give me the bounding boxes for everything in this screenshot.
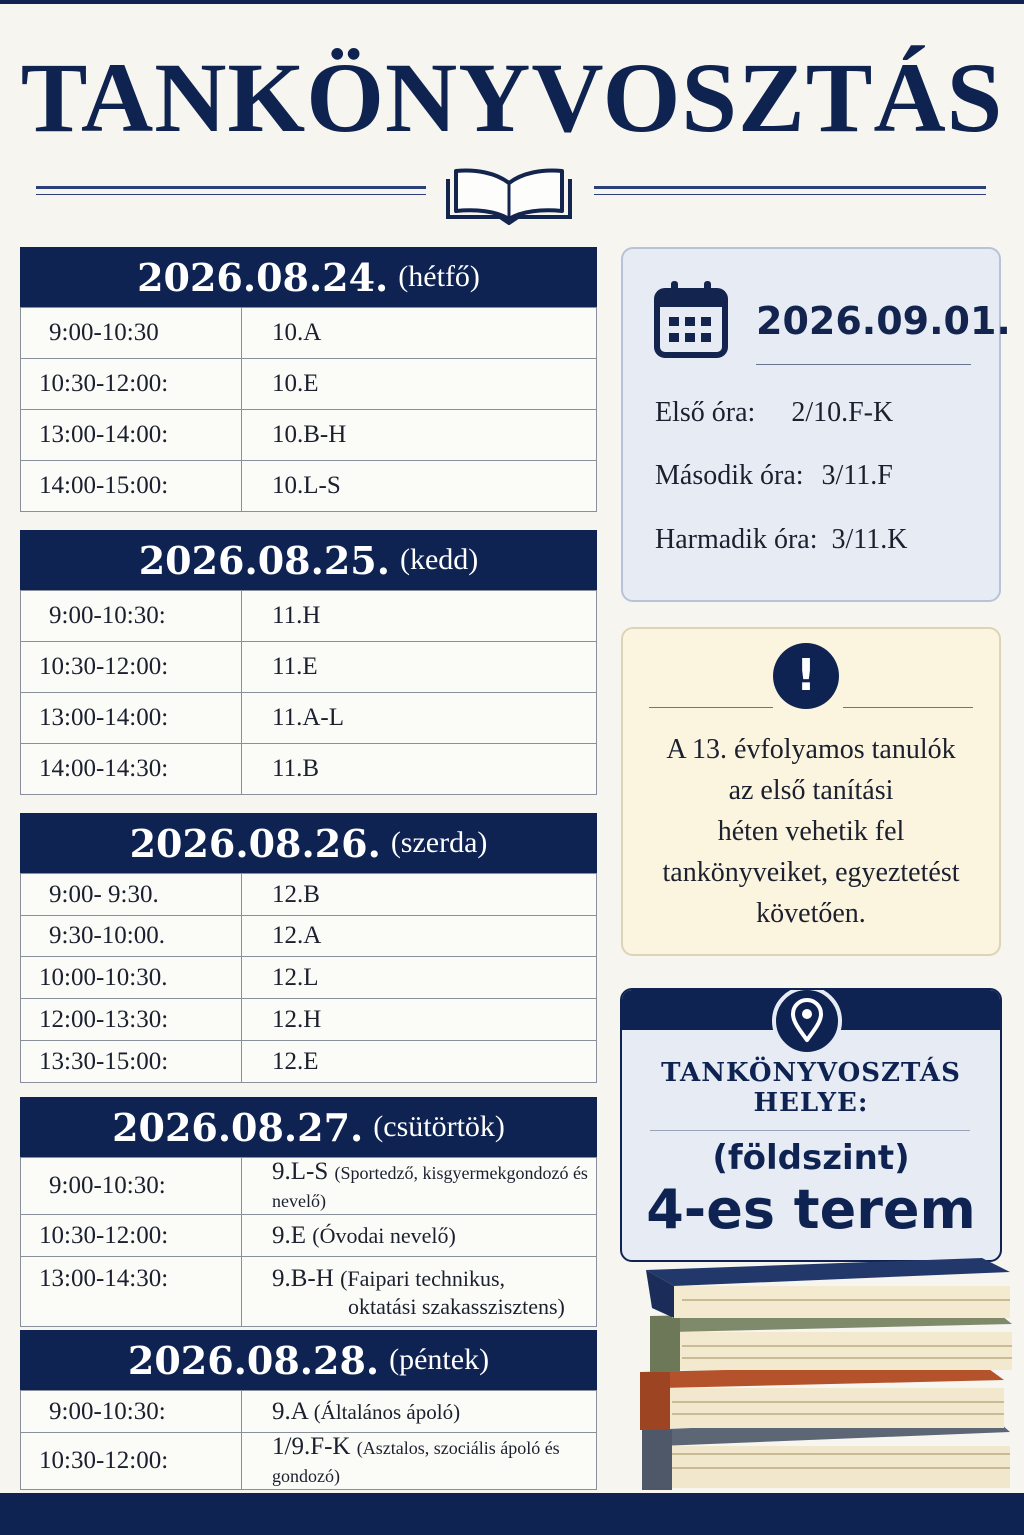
time-cell: 10:30-12:00: bbox=[21, 1433, 242, 1490]
title-rule-right bbox=[594, 186, 986, 189]
notice-panel bbox=[621, 627, 1001, 956]
class-name: 9.E bbox=[272, 1221, 307, 1249]
table-row bbox=[21, 1215, 597, 1257]
class-cell: 11.E bbox=[242, 642, 597, 693]
time-cell: 10:30-12:00: bbox=[21, 359, 242, 410]
title-rule-left bbox=[36, 186, 426, 189]
day-header bbox=[20, 247, 597, 307]
table-row bbox=[21, 916, 597, 957]
day-date: 2026.08.28. bbox=[127, 1337, 380, 1383]
day-header bbox=[20, 1330, 597, 1390]
location-title-line1: TANKÖNYVOSZTÁS bbox=[661, 1058, 961, 1088]
class-cell bbox=[242, 1158, 597, 1215]
time-cell: 12:00-13:30: bbox=[21, 999, 242, 1041]
day-date: 2026.08.25. bbox=[138, 537, 390, 583]
table-row bbox=[21, 693, 597, 744]
day-header bbox=[20, 1097, 597, 1157]
day-header bbox=[20, 813, 597, 873]
notice-text bbox=[643, 729, 979, 934]
day-table bbox=[20, 590, 597, 795]
day-weekday: (szerda) bbox=[390, 826, 488, 859]
divider bbox=[756, 364, 971, 365]
notice-line: héten vehetik fel bbox=[717, 816, 905, 847]
lesson-label: Harmadik óra: bbox=[655, 524, 818, 555]
table-row bbox=[21, 308, 597, 359]
lesson-row bbox=[655, 397, 893, 429]
class-note: (Sportedző, kisgyermekgondozó és nevelő) bbox=[272, 1163, 588, 1211]
day-date: 2026.08.27. bbox=[112, 1104, 364, 1150]
class-cell: 12.B bbox=[242, 874, 597, 916]
lesson-label: Második óra: bbox=[655, 460, 804, 491]
lesson-value: 3/11.F bbox=[821, 460, 893, 491]
title-rule-left-thin bbox=[36, 194, 426, 195]
class-cell: 10.L-S bbox=[242, 461, 597, 512]
day-block-4 bbox=[20, 1097, 597, 1327]
time-cell: 10:00-10:30. bbox=[21, 957, 242, 999]
class-cell bbox=[242, 1391, 597, 1433]
open-book-icon bbox=[440, 165, 578, 225]
divider bbox=[649, 707, 773, 708]
location-floor: (földszint) bbox=[712, 1138, 910, 1178]
day-table bbox=[20, 1390, 597, 1490]
calendar-icon bbox=[653, 279, 729, 359]
class-cell: 10.A bbox=[242, 308, 597, 359]
day-weekday: (csütörtök) bbox=[373, 1110, 505, 1143]
day-weekday: (hétfő) bbox=[398, 260, 480, 293]
day-weekday: (péntek) bbox=[389, 1343, 490, 1376]
class-cell: 12.A bbox=[242, 916, 597, 957]
day-table bbox=[20, 1157, 597, 1327]
time-cell: 9:00-10:30 bbox=[21, 308, 242, 359]
lesson-row bbox=[655, 524, 907, 556]
table-row bbox=[21, 744, 597, 795]
title-rule-right-thin bbox=[594, 194, 986, 195]
time-cell: 9:00-10:30: bbox=[21, 591, 242, 642]
time-cell: 9:00- 9:30. bbox=[21, 874, 242, 916]
divider bbox=[843, 707, 973, 708]
day-weekday: (kedd) bbox=[399, 543, 479, 576]
class-cell bbox=[242, 1433, 597, 1490]
class-name: 9.L-S bbox=[272, 1158, 329, 1185]
location-title bbox=[622, 1058, 1000, 1118]
table-row bbox=[21, 1041, 597, 1083]
table-row bbox=[21, 999, 597, 1041]
table-row bbox=[21, 1433, 597, 1490]
notice-line: követően. bbox=[756, 898, 866, 929]
time-cell: 13:00-14:30: bbox=[21, 1257, 242, 1327]
first-day-date: 2026.09.01. bbox=[756, 299, 1011, 343]
table-row bbox=[21, 642, 597, 693]
location-title-line2: HELYE: bbox=[753, 1088, 869, 1118]
class-cell: 12.L bbox=[242, 957, 597, 999]
table-row bbox=[21, 410, 597, 461]
notice-line: A 13. évfolyamos tanulók bbox=[666, 734, 956, 765]
day-block-1 bbox=[20, 247, 597, 512]
time-cell: 14:00-14:30: bbox=[21, 744, 242, 795]
table-row bbox=[21, 957, 597, 999]
day-table bbox=[20, 873, 597, 1083]
class-cell: 10.E bbox=[242, 359, 597, 410]
class-cell bbox=[242, 1215, 597, 1257]
top-border bbox=[0, 0, 1024, 4]
table-row bbox=[21, 1257, 597, 1327]
table-row bbox=[21, 359, 597, 410]
day-table bbox=[20, 307, 597, 512]
class-name: 9.B-H bbox=[272, 1265, 334, 1292]
notice-line: az első tanítási bbox=[728, 775, 894, 806]
lesson-row bbox=[655, 460, 893, 492]
class-note: (Általános ápoló) bbox=[313, 1399, 461, 1424]
class-cell: 11.B bbox=[242, 744, 597, 795]
exclamation-icon: ! bbox=[773, 643, 839, 709]
day-date: 2026.08.24. bbox=[137, 254, 389, 300]
time-cell: 13:30-15:00: bbox=[21, 1041, 242, 1083]
time-cell: 13:00-14:00: bbox=[21, 693, 242, 744]
table-row bbox=[21, 1158, 597, 1215]
class-cell: 12.E bbox=[242, 1041, 597, 1083]
page-title: TANKÖNYVOSZTÁS bbox=[20, 42, 1004, 153]
divider bbox=[650, 1130, 970, 1131]
day-block-3 bbox=[20, 813, 597, 1083]
table-row bbox=[21, 874, 597, 916]
table-row bbox=[21, 461, 597, 512]
lesson-value: 3/11.K bbox=[831, 524, 908, 555]
time-cell: 13:00-14:00: bbox=[21, 410, 242, 461]
time-cell: 14:00-15:00: bbox=[21, 461, 242, 512]
lesson-value: 2/10.F-K bbox=[791, 397, 894, 428]
location-panel bbox=[620, 988, 1002, 1262]
time-cell: 9:00-10:30: bbox=[21, 1391, 242, 1433]
class-cell: 11.H bbox=[242, 591, 597, 642]
book-stack-illustration bbox=[632, 1256, 1017, 1492]
day-date: 2026.08.26. bbox=[129, 820, 381, 866]
table-row bbox=[21, 591, 597, 642]
class-cell: 11.A-L bbox=[242, 693, 597, 744]
day-header bbox=[20, 530, 597, 590]
table-row bbox=[21, 1391, 597, 1433]
location-pin-icon bbox=[772, 988, 842, 1056]
class-note: (Faipari technikus, bbox=[340, 1266, 506, 1291]
class-note: (Asztalos, szociális ápoló és gondozó) bbox=[272, 1438, 560, 1486]
class-cell: 10.B-H bbox=[242, 410, 597, 461]
day-block-5 bbox=[20, 1330, 597, 1490]
class-note: (Óvodai nevelő) bbox=[312, 1222, 456, 1248]
class-name: 9.A bbox=[272, 1397, 308, 1425]
time-cell: 9:00-10:30: bbox=[21, 1158, 242, 1215]
class-cell bbox=[242, 1257, 597, 1327]
time-cell: 10:30-12:00: bbox=[21, 1215, 242, 1257]
class-note-line2: oktatási szakasszisztens) bbox=[348, 1294, 565, 1319]
class-cell: 12.H bbox=[242, 999, 597, 1041]
location-room: 4-es terem bbox=[646, 1178, 976, 1241]
class-name: 1/9.F-K bbox=[272, 1433, 351, 1460]
notice-line: tankönyveiket, egyeztetést bbox=[662, 857, 960, 888]
first-day-panel bbox=[621, 247, 1011, 602]
time-cell: 9:30-10:00. bbox=[21, 916, 242, 957]
footer-band bbox=[0, 1493, 1024, 1535]
lesson-label: Első óra: bbox=[655, 397, 756, 428]
day-block-2 bbox=[20, 530, 597, 795]
time-cell: 10:30-12:00: bbox=[21, 642, 242, 693]
